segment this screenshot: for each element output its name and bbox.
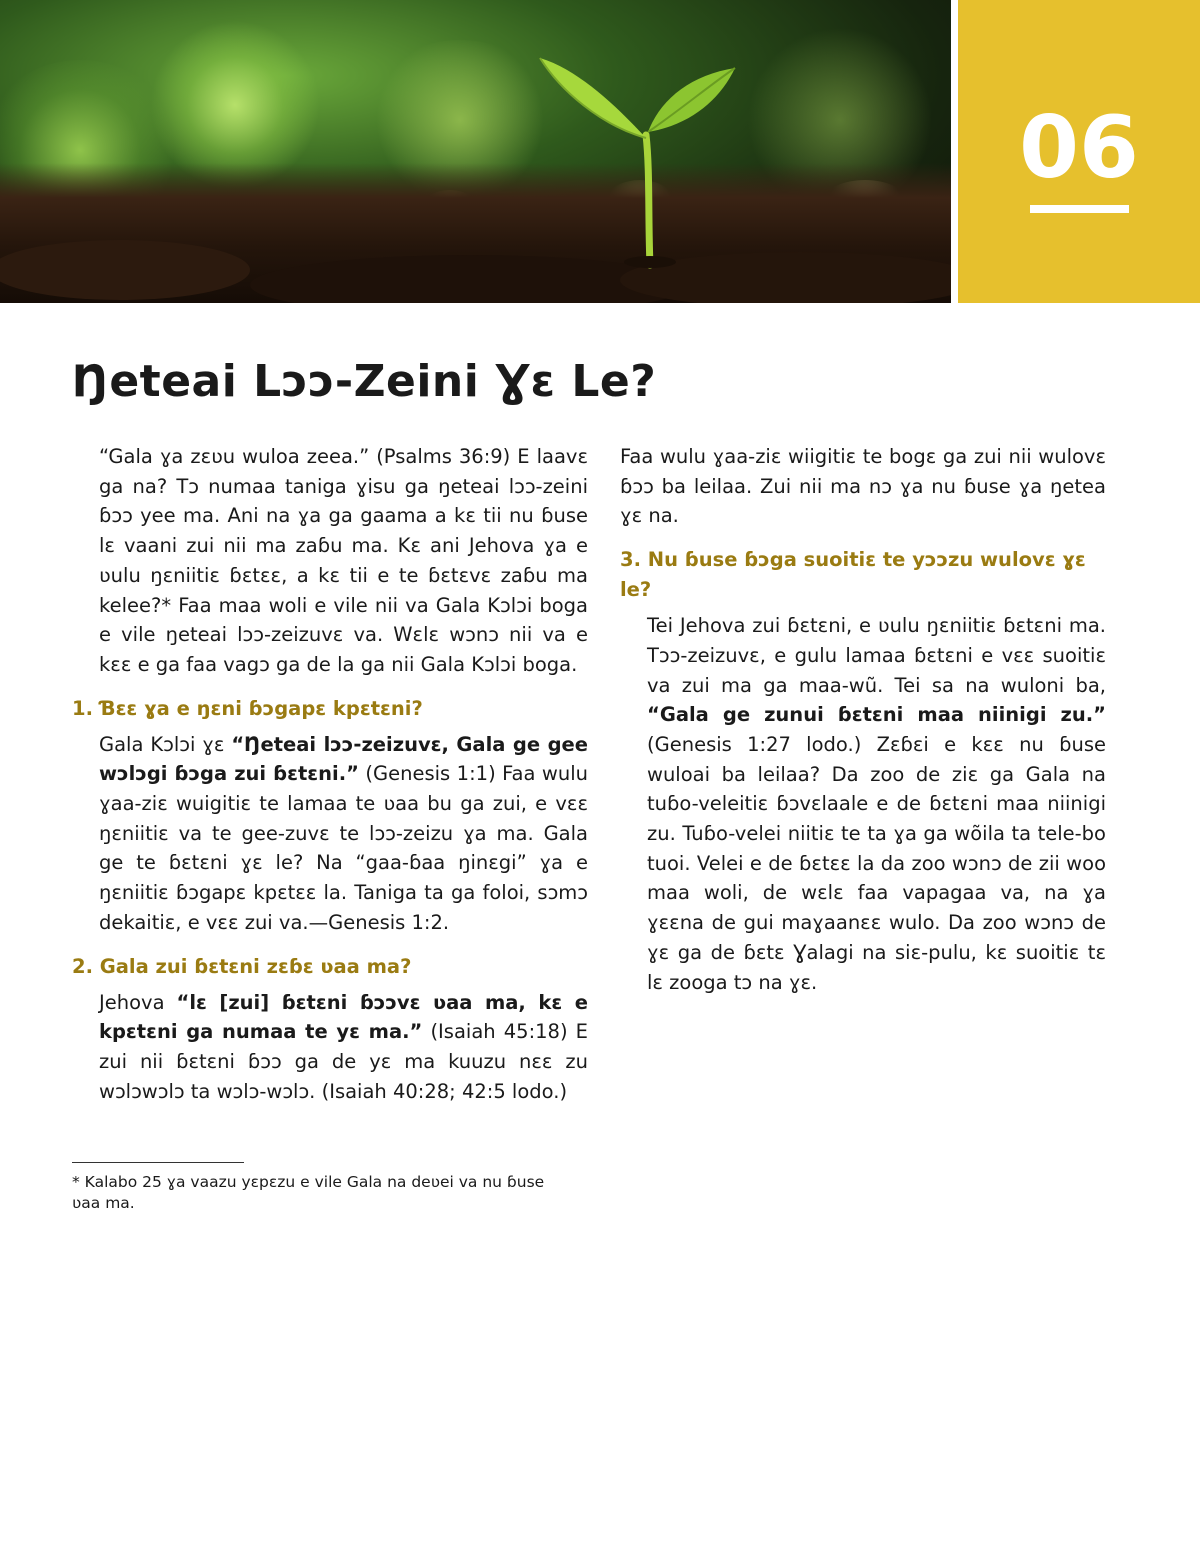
footnote-divider bbox=[72, 1162, 244, 1163]
answer-paragraph-3 bbox=[620, 611, 1106, 997]
lesson-tab bbox=[958, 0, 1200, 303]
intro-text: E laavɛ ga na? Tɔ numaa taniga ɣisu ga ŋeteai lɔɔ-zeini ɓɔɔ yee ma. Ani na ɣa ga gaama a kɛ tii nu ɓuse lɛ vaani zui nii ma zaɓu ma. Kɛ ani Jehova ɣa e ʋulu ŋɛniitiɛ ɓɛtɛɛ, a kɛ tii e te ɓɛtɛvɛ zaɓu ma kelee? bbox=[99, 445, 588, 617]
hero-image bbox=[0, 0, 951, 303]
intro-quote: “Gala ɣa zɛʋu wuloa zeea.” bbox=[99, 445, 370, 468]
answer-text: Tei Jehova zui ɓɛtɛni, e ʋulu ŋɛniitiɛ ɓɛtɛni ma. Tɔɔ-zeizuvɛ, e gulu lamaa ɓɛtɛni e vɛɛ suoitiɛ va zui ma ga maa-wũ. Tei sa na wuloni ba, bbox=[647, 614, 1106, 697]
answer-paragraph-2-cont: Faa wulu ɣaa-ziɛ wiigitiɛ te bogɛ ga zui nii wulovɛ ɓɔɔ ba leilaa. Zui nii ma nɔ ɣa nu ɓuse ɣa ŋetea ɣɛ na. bbox=[620, 445, 1106, 528]
answer-paragraph-1 bbox=[72, 730, 588, 938]
intro-quote-ref: (Psalms 36:9) bbox=[376, 445, 511, 468]
lesson-underline bbox=[1030, 205, 1129, 213]
left-column bbox=[72, 442, 588, 1120]
answer-text: Gala Kɔlɔi ɣɛ bbox=[99, 732, 232, 756]
intro-paragraph bbox=[72, 442, 588, 680]
scripture-quote: “Ŋeteai lɔɔ-zeizuvɛ, Gala ge gee wɔlɔgi ɓɔga zui ɓɛtɛni.” bbox=[99, 732, 588, 786]
question-heading-1: 1. Ɓɛɛ ɣa e ŋɛni ɓɔgapɛ kpɛtɛni? bbox=[72, 696, 423, 720]
seedling-icon bbox=[0, 0, 951, 303]
question-heading-2: 2. Gala zui ɓɛtɛni zɛɓɛ ʋaa ma? bbox=[72, 954, 412, 978]
page-title: Ŋeteai Lɔɔ-Zeini Ɣɛ Le? bbox=[72, 356, 657, 407]
question-heading-3: 3. Nu ɓuse ɓɔga suoitiɛ te yɔɔzu wulovɛ ɣɛ le? bbox=[620, 548, 1086, 602]
footnote-mark: * bbox=[161, 593, 172, 617]
answer-text: (Genesis 1:1) Faa wulu ɣaa-ziɛ wuigitiɛ te lamaa te ʋaa bu ga zui, e vɛɛ ŋɛniitiɛ va te gee-zuvɛ te lɔɔ-zeizu ɣa ma. Gala ge te ɓɛtɛni ɣɛ le? Na “gaa-ɓaa ŋinɛgi” ɣa e ŋɛniitiɛ ɓɔgapɛ kpɛtɛɛ la. Taniga ta ga foloi, sɔmɔ dekaitiɛ, e vɛɛ zui va.—Genesis 1:2. bbox=[99, 762, 588, 934]
scripture-quote: “lɛ [zui] ɓɛtɛni ɓɔɔvɛ ʋaa ma, kɛ e kpɛtɛni ga numaa te yɛ ma.” bbox=[99, 990, 588, 1044]
answer-text: (Genesis 1:27 lodo.) Zɛɓɛi e kɛɛ nu ɓuse wuloai ba leilaa? Da zoo de ziɛ ga Gala na tuɓo-veleitiɛ ɓɔvɛlaale e de ɓɛtɛni maa niinigi zu. Tuɓo-velei niitiɛ te ta ɣa ga wõila ta tele-bo tuoi. Velei e de ɓɛtɛɛ la da zoo wɔnɔ de zii woo maa woli, de wɛlɛ faa vapagaa va, na ɣa ɣɛɛna de gui maɣaanɛɛ wulo. Da zoo wɔnɔ de ɣɛ ga de ɓɛtɛ Ɣalagi na siɛ-pulu, kɛ suoitiɛ tɛ lɛ zooga tɔ na ɣɛ. bbox=[647, 732, 1106, 994]
right-column bbox=[620, 442, 1106, 1011]
answer-text: Jehova bbox=[99, 990, 177, 1014]
footnote: * Kalabo 25 ɣa vaazu yɛpɛzu e vile Gala na deʋei va nu ɓuse ʋaa ma. bbox=[72, 1173, 545, 1212]
lesson-number: 06 bbox=[1019, 98, 1139, 198]
answer-text: (Isaiah 45:18) E zui nii ɓɛtɛni ɓɔɔ ga de yɛ ma kuuzu nɛɛ zu wɔlɔwɔlɔ ta wɔlɔ-wɔlɔ. (Isaiah 40:28; 42:5 lodo.) bbox=[99, 1020, 588, 1103]
intro-text-cont: Faa maa woli e vile nii va Gala Kɔlɔi boga e vile ŋeteai lɔɔ-zeizuvɛ va. Wɛlɛ wɔnɔ nii va e kɛɛ e ga faa vagɔ ga de la ga nii Gala Kɔlɔi boga. bbox=[99, 593, 588, 676]
answer-paragraph-2 bbox=[72, 988, 588, 1107]
scripture-quote: “Gala ge zunui ɓɛtɛni maa niinigi zu.” bbox=[647, 703, 1106, 727]
